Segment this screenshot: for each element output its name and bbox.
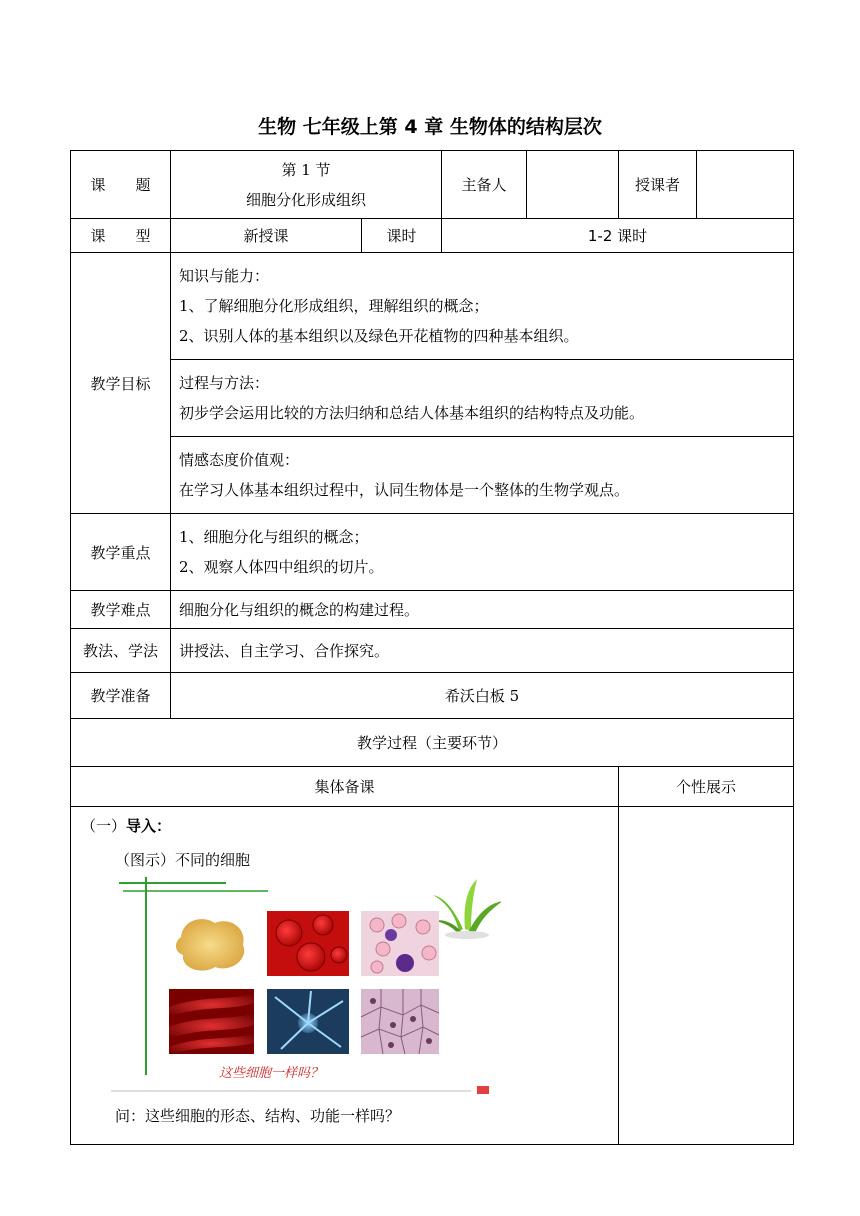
lesson-plan-table: [70, 150, 794, 1145]
process-item-1: 初步学会运用比较的方法归纳和总结人体基本组织的结构特点及功能。: [179, 404, 645, 422]
goals-process-cell: [171, 360, 794, 437]
goals-emotion-cell: [171, 437, 794, 514]
topic-title: 细胞分化形成组织: [246, 190, 367, 209]
fat-cells-image: [169, 911, 254, 976]
process-columns-row: [71, 767, 794, 807]
section-number: 第 1 节: [281, 160, 331, 179]
topic-label: 课 题: [71, 151, 171, 219]
methods-row: [71, 629, 794, 673]
slide-logo-icon: [477, 1086, 489, 1094]
key-points-cell: [171, 514, 794, 591]
prep-row: [71, 673, 794, 719]
process-content-row: [71, 807, 794, 1145]
methods-label: 教法、学法: [71, 629, 171, 673]
key-points-label: 教学重点: [71, 514, 171, 591]
red-blood-cells-image: [267, 911, 349, 976]
goals-emotion-row: [71, 437, 794, 514]
collective-content-cell: [71, 807, 619, 1145]
teacher-value: [697, 151, 794, 219]
topic-cell: [171, 151, 442, 219]
intro-heading: [81, 815, 618, 837]
personal-display-header: 个性展示: [619, 767, 794, 807]
goals-process-row: [71, 360, 794, 437]
key-point-2: 2、观察人体四中组织的切片。: [179, 558, 384, 576]
personal-content-cell: [619, 807, 794, 1145]
emotion-item-1: 在学习人体基本组织过程中，认同生物体是一个整体的生物学观点。: [179, 481, 630, 499]
lead-preparer-value: [527, 151, 619, 219]
muscle-cells-image: [169, 989, 254, 1054]
document-title: 生物 七年级上第 4 章 生物体的结构层次: [258, 116, 602, 138]
difficulty-label: 教学难点: [71, 591, 171, 629]
collective-prep-header: 集体备课: [71, 767, 619, 807]
prep-value: [171, 673, 794, 719]
epithelial-cells-image: [361, 989, 439, 1054]
type-label: 课 型: [71, 219, 171, 253]
hours-label: 课时: [362, 219, 442, 253]
goals-label: 教学目标: [71, 253, 171, 514]
process-title: 过程与方法：: [179, 374, 270, 392]
intro-heading-prefix: （一）: [81, 817, 127, 835]
neuron-image: [267, 989, 349, 1054]
intro-heading-text: 导入：: [126, 817, 172, 835]
slide-caption: 这些细胞一样吗？: [218, 1066, 324, 1081]
topic-row: [71, 151, 794, 219]
blood-smear-image: [361, 911, 439, 976]
prep-label: 教学准备: [71, 673, 171, 719]
emotion-title: 情感态度价值观：: [179, 451, 300, 469]
intro-question: 问：这些细胞的形态、结构、功能一样吗？: [115, 1107, 401, 1125]
hours-value: 1-2 课时: [442, 219, 794, 253]
goals-knowledge-row: [71, 253, 794, 360]
grass-icon: [433, 879, 501, 939]
type-row: [71, 219, 794, 253]
goals-knowledge-cell: [171, 253, 794, 360]
prep-value-text: 希沃白板 5: [444, 687, 520, 705]
key-point-1: 1、细胞分化与组织的概念；: [179, 528, 369, 546]
knowledge-title: 知识与能力：: [179, 267, 270, 285]
intro-caption: （图示）不同的细胞: [115, 851, 251, 869]
lead-preparer-label: 主备人: [442, 151, 527, 219]
methods-value: 讲授法、自主学习、合作探究。: [171, 629, 794, 673]
knowledge-item-1: 1、了解细胞分化形成组织，理解组织的概念；: [179, 297, 489, 315]
cells-slide-image: [111, 877, 501, 1097]
knowledge-item-2: 2、识别人体的基本组织以及绿色开花植物的四种基本组织。: [179, 327, 579, 345]
key-points-row: [71, 514, 794, 591]
difficulty-row: [71, 591, 794, 629]
type-value: 新授课: [171, 219, 362, 253]
difficulty-value: 细胞分化与组织的概念的构建过程。: [171, 591, 794, 629]
cells-slide-svg: [111, 877, 501, 1097]
teacher-label: 授课者: [619, 151, 697, 219]
process-header: 教学过程（主要环节）: [71, 719, 794, 767]
process-header-row: [71, 719, 794, 767]
